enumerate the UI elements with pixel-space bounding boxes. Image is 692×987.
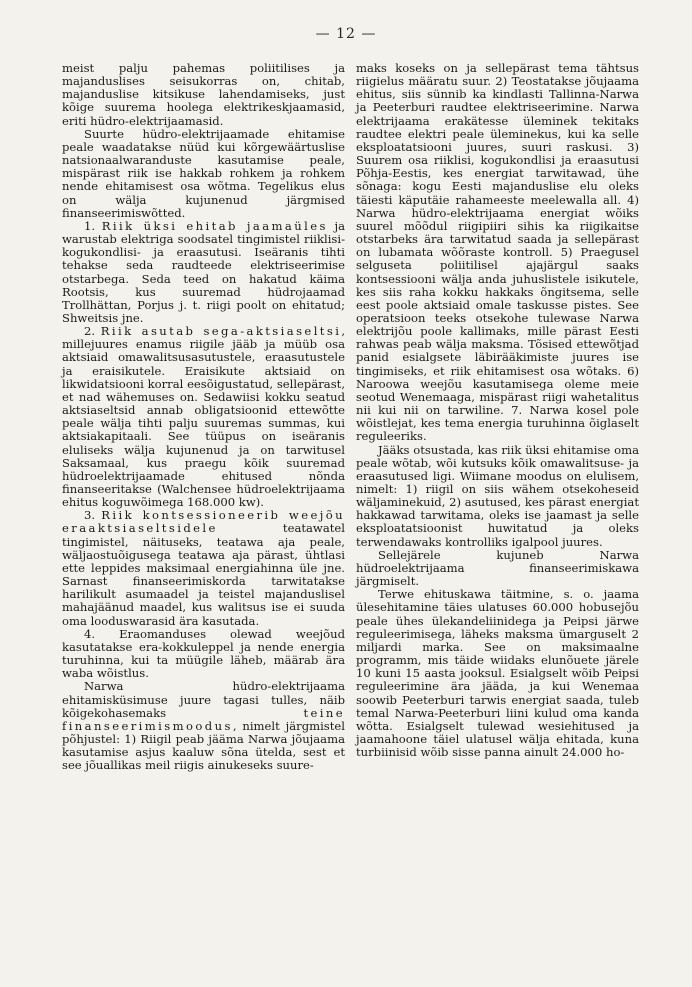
- text-span: teatawatel tingimistel, näituseks, teatawa aja peale, wäljaostuõigusega teatawa aja pärast, ühtlasi ette leppides maksimaal energiahinna üle jne. Sarnast finanseerimiskorda tarwitatakse harilikult asumaadel ja teistel majanduslisel mahajäänud maadel, kus walitsus ise ei suuda oma looduswarasid ära kasutada.: [62, 521, 345, 628]
- text-span: Sellejärele kujuneb Narwa hüdroelektrijaama finanseerimiskawa järgmiselt.: [356, 547, 639, 589]
- text-span: Suurte hüdro-elektrijaamade ehitamise peale waadatakse nüüd kui kõrgewäärtuslise natsionaalwaranduste kasutamise peale, mispärast riik ise hakkab rohkem ja rohkem nende ehitamisest osa wõtma. Tegelikus elus on wälja kujunenud järgmised finanseerimiswõtted.: [62, 126, 345, 220]
- text-span: 1.: [84, 218, 102, 233]
- text-span: , millejuures enamus riigile jääb ja müüb osa aktsiaid omawalitsusasutustele, eraasutustele ja eraisikutele. Eraisikute aktsiaid on likwidatsiooni korral eesõigustatud, sellepärast, et nad wähemuses on. Sedawiisi kokku seatud aktsiaseltsid annab obligatsioonid ettewõtte peale wälja tihti palju suuremas summas, kui aktsiakapitaali. See tüüpus on iseäranis eluliseks wälja kujunenud ja on tarwitusel Saksamaal, kus praegu kõik suuremad hüdroelektrijaamade ehitused nõnda finanseeritakse (Walchensee hüdroelektrijaama ehitus koguwõimega 168.000 kw).: [62, 324, 346, 510]
- paragraph-r4: [356, 588, 639, 759]
- text-span: 2.: [84, 324, 101, 339]
- page-number: — 12 —: [315, 26, 377, 42]
- text-span: Jääks otsustada, kas riik üksi ehitamise oma peale wõtab, wõi kutsuks kõik omawalitsuse- ja eraasutused ligi. Wiimane moodus on elulisem, nimelt: 1) riigil on siis wähem otsekoheseid wäljaminekuid, 2) asutused, kes pärast energiat hakkawad tarwitama, oleks ise jaamast ja selle eksploatatsioonist huwitatud ja oleks terwendawaks kontrolliks igalpool juures.: [356, 442, 639, 549]
- text-span: Terwe ehituskawa täitmine, s. o. jaama ülesehitamine täies ulatuses 60.000 hobusejõu peale ühes ülekandeliinidega ja Peipsi järwe reguleerimisega, läheks maksma ümarguselt 2 miljardi marka. See on maksimaalne programm, mis täide wiidaks elunõuete järele 10 kuni 15 aasta jooksul. Esialgselt wõib Peipsi reguleerimine ära jääda, ja kui Wenemaa soowib Peeterburi tarwis energiat saada, tuleb temal Narwa-Peeterburi liini kulud oma kanda wõtta. Esialgselt tulewad wesiehitused ja jaamahoone täiel ulatusel wälja ehitada, kuna turbiinisid wõib sisse panna ainult 24.000 ho-: [356, 587, 639, 760]
- paragraph-p3: [62, 220, 345, 325]
- left-column: [62, 62, 345, 772]
- text-span: meist palju pahemas poliitilises ja majanduslises seisukorras on, chitab, majanduslise kitsikuse lahendamiseks, just kõige suurema hoolega elektrikeskjaamasid, eriti hüdro-elektrijaamasid.: [62, 61, 345, 128]
- text-span: 3.: [84, 508, 102, 523]
- text-span: 4. Eraomanduses olewad weejõud kasutatakse era-kokkuleppel ja nende energia turuhinna, kui ta müügile läheb, määrab ära waba wõistlus.: [62, 626, 345, 681]
- emphasized-phrase: Riik üksi ehitab jaamaüles: [101, 218, 328, 233]
- paragraph-p7: [62, 680, 345, 772]
- text-span: , nimelt järgmistel põhjustel: 1) Riigil peab jääma Narwa jõujaama kasutamise asjus kaaluw sõna ütelda, sest et see jõuallikas meil riigis ainukeseks suure-: [62, 718, 345, 773]
- paragraph-p1: [62, 62, 345, 128]
- emphasized-phrase: Riik asutab sega-aktsiaseltsi: [100, 324, 342, 339]
- paragraph-p2: [62, 128, 345, 220]
- paragraph-p5: [62, 509, 345, 627]
- paragraph-r1: [356, 62, 639, 444]
- paragraph-p6: [62, 628, 345, 681]
- paragraph-r3: [356, 549, 639, 588]
- paragraph-r2: [356, 444, 639, 549]
- right-column: [356, 62, 639, 759]
- emphasized-phrase: teine finanseerimismoodus: [62, 705, 345, 733]
- text-span: Narwa hüdro-elektrijaama ehitamisküsimuse juure tagasi tulles, näib kõigekohasemaks: [62, 679, 345, 720]
- paragraph-p4: [62, 325, 345, 509]
- emphasized-phrase: Riik kontsessioneerib weejõu eraaktsiaseltsidele: [62, 508, 346, 536]
- text-span: maks koseks on ja sellepärast tema tähtsus riigielus määratu suur. 2) Teostatakse jõujaama ehitus, siis sünnib ka kindlasti Tallinna-Narwa ja Peeterburi raudtee elektriseerimine. Narwa elektrijaama erakätesse üleminek tekitaks raudtee elektri peale üleminekus, kui ka selle eksploatatsiooni juures, suuri raskusi. 3) Suurem osa riiklisi, kogukondlisi ja eraasutusi Põhja-Eestis, kes energiat tarwitawad, ühe sõnaga: kogu Eesti majanduslise elu oleks täiesti käputäie rahameeste meelewalla all. 4) Narwa hüdro-elektrijaama energiat wõiks suurel mõõdul riigipiiri sihis ka riigikaitse otstarbeks ära tarwitatud saada ja sellepärast on lubamata wõõraste kontroll. 5) Praegusel selguseta poliitilisel ajajärgul saaks kontsessiooni wälja anda juhuslistele isikutele, kes siis raha kokku hakkaks õngitsema, selle eest poole aktsiaid omale taskusse pistes. See operatsioon teeks otsekohe tulewase Narwa elektrijõu poole kallimaks, mille pärast Eesti rahwas peab wälja maksma. Tõsised ettewõtjad panid esialgsete läbirääkimiste juures ise tingimiseks, et riik ehitamisest osa wõtaks. 6) Naroowa weejõu kasutamisega oleme meie seotud Wenemaaga, mispärast riigi wahetalitus nii kui nii on tarwiline. 7. Narwa kosel pole wõistlejat, kes tema energia turuhinna õiglaselt reguleeriks.: [356, 61, 639, 444]
- text-span: ja warustab elektriga soodsatel tingimistel riiklisi-kogukondlisi- ja eraasutusi. Iseäranis tihti tehakse seda raudteede elektriseerimise otstarbega. Seda teed on hakatud käima Rootsis, kus suuremad hüdrojaamad Trollhättan, Porjus j. t. riigi poolt on ehitatud; Shweitsis jne.: [62, 218, 345, 325]
